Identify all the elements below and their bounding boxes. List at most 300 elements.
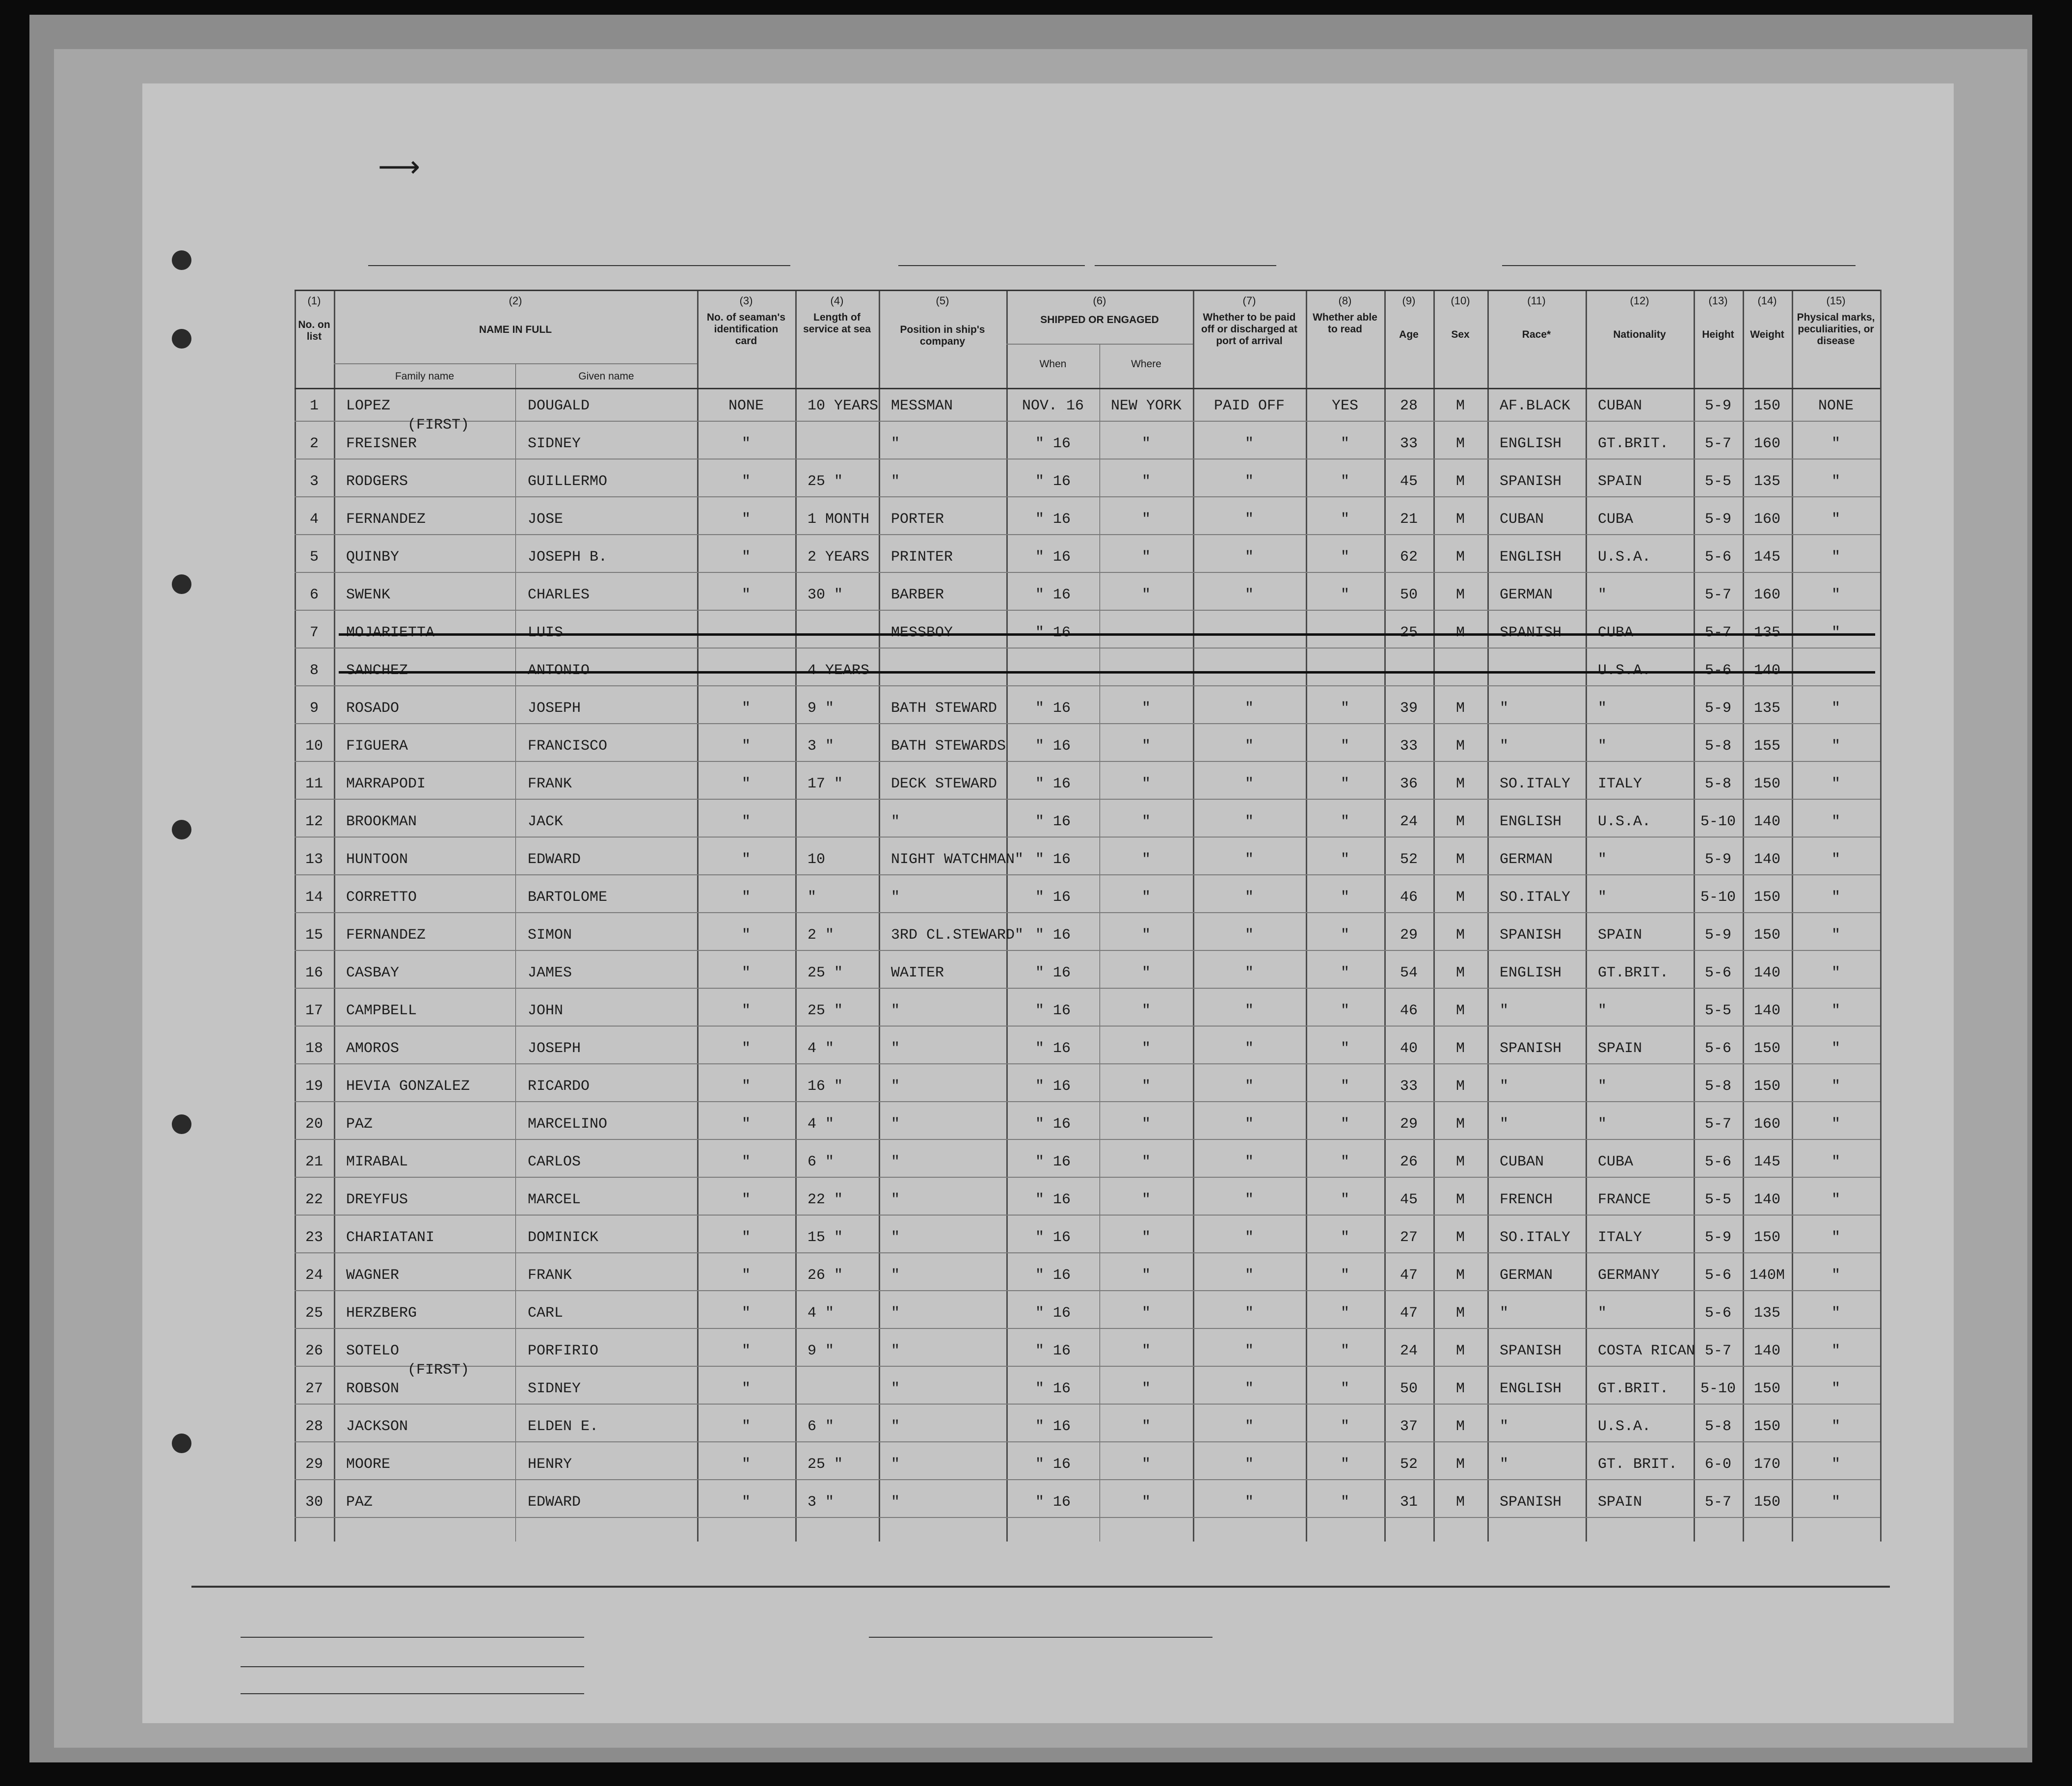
cell-card: " (741, 965, 751, 981)
row-rule (295, 912, 1880, 913)
cell-age: 50 (1399, 587, 1418, 603)
cell-weight: 140 (1753, 1191, 1780, 1208)
cell-race: CUBAN (1500, 511, 1544, 528)
cell-read: " (1340, 1380, 1349, 1397)
cell-where: " (1141, 1040, 1151, 1057)
cell-height: 5-9 (1704, 927, 1731, 944)
cell-no: 21 (305, 1154, 323, 1170)
cell-family: MIRABAL (346, 1154, 408, 1170)
cell-marks: " (1831, 1494, 1840, 1511)
cell-card: " (741, 813, 751, 830)
row-rule (295, 950, 1880, 951)
cell-sex: M (1455, 1305, 1465, 1322)
cell-nat: SPAIN (1598, 927, 1642, 944)
cell-read: " (1340, 587, 1349, 603)
cell-weight: 140 (1753, 662, 1780, 679)
cell-read: " (1340, 1305, 1349, 1322)
cell-age: 62 (1399, 549, 1418, 566)
cell-position: " (891, 1078, 900, 1095)
cell-family: WAGNER (346, 1267, 400, 1284)
cell-service: 3 " (807, 1494, 834, 1511)
cell-weight: 160 (1753, 587, 1780, 603)
cell-no: 19 (305, 1078, 323, 1095)
cell-where: " (1141, 1267, 1151, 1284)
cell-service: 26 " (807, 1267, 843, 1284)
cell-weight: 150 (1753, 1494, 1780, 1511)
cell-read: " (1340, 1494, 1349, 1511)
row-rule (295, 685, 1880, 686)
cell-when: " 16 (1035, 1267, 1071, 1284)
cell-no: 5 (309, 549, 319, 566)
cell-weight: 150 (1753, 1380, 1780, 1397)
cell-service: 10 YEARS (807, 398, 879, 414)
cell-family: LOPEZ (346, 398, 391, 414)
column-number: (13) (1708, 295, 1728, 307)
cell-card: " (741, 511, 751, 528)
cell-weight: 150 (1753, 889, 1780, 906)
cell-position: PRINTER (891, 549, 953, 566)
cell-service: 16 " (807, 1078, 843, 1095)
cell-height: 5-6 (1704, 965, 1731, 981)
cell-family: FIGUERA (346, 738, 408, 755)
cell-where: " (1141, 473, 1151, 490)
cell-weight: 150 (1753, 1418, 1780, 1435)
cell-service: 2 YEARS (807, 549, 870, 566)
cell-position: " (891, 1380, 900, 1397)
column-rule (1880, 290, 1882, 1542)
cell-read: " (1340, 1343, 1349, 1359)
cell-weight: 135 (1753, 700, 1780, 717)
cell-nat: SPAIN (1598, 1040, 1642, 1057)
cell-height: 5-7 (1704, 1343, 1731, 1359)
cell-nat: U.S.A. (1598, 662, 1651, 679)
cell-family: SOTELO (346, 1343, 400, 1359)
cell-height: 5-6 (1704, 1040, 1731, 1057)
cell-weight: 140 (1753, 1343, 1780, 1359)
cell-race: " (1500, 1002, 1509, 1019)
cell-race: " (1500, 1078, 1509, 1095)
cell-age: 45 (1399, 473, 1418, 490)
row-rule (295, 290, 1880, 291)
cell-position: " (891, 1494, 900, 1511)
cell-race: CUBAN (1500, 1154, 1544, 1170)
cell-read: " (1340, 1418, 1349, 1435)
column-number: (7) (1242, 295, 1256, 307)
cell-nat: " (1598, 889, 1607, 906)
cell-age: 36 (1399, 776, 1418, 792)
cell-card: " (741, 1078, 751, 1095)
cell-age: 50 (1399, 1380, 1418, 1397)
strike-through (339, 671, 1875, 674)
cell-age: 46 (1399, 1002, 1418, 1019)
cell-family: MARRAPODI (346, 776, 426, 792)
cell-read: YES (1331, 398, 1358, 414)
header-physical: Physical marks, peculiarities, or disease (1797, 312, 1875, 347)
cell-marks: " (1831, 1116, 1840, 1133)
cell-given: FRANK (528, 776, 572, 792)
cell-position: " (891, 889, 900, 906)
cell-where: " (1141, 776, 1151, 792)
cell-nat: GT. BRIT. (1598, 1456, 1678, 1473)
cell-given: CARL (528, 1305, 564, 1322)
cell-sex: M (1455, 473, 1465, 490)
cell-family: HEVIA GONZALEZ (346, 1078, 470, 1095)
cell-height: 5-7 (1704, 435, 1731, 452)
cell-no: 6 (309, 587, 319, 603)
cell-race: FRENCH (1500, 1191, 1553, 1208)
cell-paid: " (1244, 738, 1254, 755)
cell-service: 9 " (807, 1343, 834, 1359)
cell-where: " (1141, 1116, 1151, 1133)
cell-height: 5-8 (1704, 738, 1731, 755)
cell-card: " (741, 1418, 751, 1435)
cell-service: 25 " (807, 1456, 843, 1473)
cell-race: " (1500, 1418, 1509, 1435)
cell-age: 37 (1399, 1418, 1418, 1435)
cell-age: 24 (1399, 813, 1418, 830)
cell-height: 5-5 (1704, 473, 1731, 490)
cell-weight: 150 (1753, 1040, 1780, 1057)
cell-age: 45 (1399, 1191, 1418, 1208)
header-paid: Whether to be paid off or discharged at port of arrival (1201, 312, 1298, 347)
cell-position: " (891, 473, 900, 490)
cell-given: SIDNEY (528, 435, 581, 452)
cell-nat: GT.BRIT. (1598, 965, 1669, 981)
cell-weight: 140 (1753, 813, 1780, 830)
cell-race: SPANISH (1500, 1494, 1562, 1511)
cell-sex: M (1455, 435, 1465, 452)
cell-no: 11 (305, 776, 323, 792)
manifest-sheet (142, 83, 1954, 1723)
row-rule (295, 1215, 1880, 1216)
cell-family: HERZBERG (346, 1305, 417, 1322)
punch-hole (172, 1434, 191, 1453)
cell-weight: 155 (1753, 738, 1780, 755)
cell-age: 33 (1399, 1078, 1418, 1095)
cell-when: " 16 (1035, 624, 1071, 641)
cell-no: 3 (309, 473, 319, 490)
cell-card: " (741, 738, 751, 755)
cell-position: " (891, 1305, 900, 1322)
cell-no: 4 (309, 511, 319, 528)
cell-read: " (1340, 1229, 1349, 1246)
cell-paid: " (1244, 1002, 1254, 1019)
cell-weight: 160 (1753, 435, 1780, 452)
cell-position: MESSMAN (891, 398, 953, 414)
cell-position: BARBER (891, 587, 944, 603)
cell-read: " (1340, 1154, 1349, 1170)
header-family: Family name (395, 371, 455, 382)
cell-age: 47 (1399, 1305, 1418, 1322)
cell-age: 40 (1399, 1040, 1418, 1057)
cell-when: " 16 (1035, 1154, 1071, 1170)
cell-paid: " (1244, 587, 1254, 603)
cell-no: 8 (309, 662, 319, 679)
cell-card: " (741, 549, 751, 566)
cell-race: " (1500, 1116, 1509, 1133)
cell-sex: M (1455, 1078, 1465, 1095)
cell-where: " (1141, 813, 1151, 830)
cell-card: " (741, 1494, 751, 1511)
cell-when: " 16 (1035, 1494, 1071, 1511)
cell-read: " (1340, 1267, 1349, 1284)
cell-race: SPANISH (1500, 473, 1562, 490)
cell-when: " 16 (1035, 1229, 1071, 1246)
cell-note: (FIRST) (407, 417, 470, 433)
column-rule (1487, 290, 1489, 1542)
cell-race: AF.BLACK (1500, 398, 1571, 414)
cell-sex: M (1455, 1456, 1465, 1473)
cell-card: " (741, 1116, 751, 1133)
header-service: Length of service at sea (803, 312, 871, 335)
row-rule (1006, 344, 1193, 345)
cell-given: HENRY (528, 1456, 572, 1473)
cell-where: " (1141, 1191, 1151, 1208)
cell-given: JACK (528, 813, 564, 830)
cell-read: " (1340, 1191, 1349, 1208)
row-rule (295, 837, 1880, 838)
cell-read: " (1340, 927, 1349, 944)
cell-service: 2 " (807, 927, 834, 944)
cell-read: " (1340, 813, 1349, 830)
cell-position: " (891, 1191, 900, 1208)
header-read: Whether able to read (1313, 312, 1377, 335)
cell-marks: " (1831, 1380, 1840, 1397)
cell-family: DREYFUS (346, 1191, 408, 1208)
cell-height: 5-7 (1704, 624, 1731, 641)
cell-nat: " (1598, 1002, 1607, 1019)
cell-no: 20 (305, 1116, 323, 1133)
cell-height: 5-10 (1700, 1380, 1736, 1397)
cell-sex: M (1455, 776, 1465, 792)
cell-position: WAITER (891, 965, 944, 981)
cell-marks: " (1831, 1343, 1840, 1359)
cell-service: 15 " (807, 1229, 843, 1246)
cell-paid: " (1244, 1154, 1254, 1170)
cell-position: " (891, 1040, 900, 1057)
cell-nat: SPAIN (1598, 1494, 1642, 1511)
cell-card: " (741, 1154, 751, 1170)
cell-card: " (741, 1267, 751, 1284)
header-no: No. on list (298, 319, 330, 342)
cell-when: " 16 (1035, 965, 1071, 981)
cell-sex: M (1455, 965, 1465, 981)
cell-note: (FIRST) (407, 1362, 470, 1379)
column-number: (9) (1402, 295, 1416, 307)
cell-sex: M (1455, 1154, 1465, 1170)
cell-read: " (1340, 851, 1349, 868)
cell-card: " (741, 1456, 751, 1473)
cell-family: FERNANDEZ (346, 511, 426, 528)
cell-paid: " (1244, 1267, 1254, 1284)
cell-marks: " (1831, 1191, 1840, 1208)
cell-nat: " (1598, 851, 1607, 868)
cell-no: 27 (305, 1380, 323, 1397)
cell-paid: " (1244, 1191, 1254, 1208)
column-number: (12) (1630, 295, 1649, 307)
cell-when: " 16 (1035, 1343, 1071, 1359)
cell-marks: " (1831, 1154, 1840, 1170)
cell-sex: M (1455, 1191, 1465, 1208)
cell-no: 13 (305, 851, 323, 868)
cell-service: 3 " (807, 738, 834, 755)
cell-weight: 150 (1753, 1078, 1780, 1095)
cell-service: 25 " (807, 1002, 843, 1019)
cell-nat: U.S.A. (1598, 813, 1651, 830)
cell-where: " (1141, 435, 1151, 452)
cell-no: 14 (305, 889, 323, 906)
cell-marks: " (1831, 1040, 1840, 1057)
cell-given: GUILLERMO (528, 473, 608, 490)
cell-race: SPANISH (1500, 927, 1562, 944)
cell-paid: " (1244, 927, 1254, 944)
cell-race: " (1500, 1456, 1509, 1473)
cell-card: " (741, 435, 751, 452)
cell-where: " (1141, 549, 1151, 566)
cell-given: SIDNEY (528, 1380, 581, 1397)
cell-age: 21 (1399, 511, 1418, 528)
column-rule (515, 363, 516, 1542)
cell-when: " 16 (1035, 511, 1071, 528)
cell-given: JOSE (528, 511, 564, 528)
cell-height: 5-8 (1704, 776, 1731, 792)
cell-nat: SPAIN (1598, 473, 1642, 490)
cell-given: EDWARD (528, 851, 581, 868)
cell-position: 3RD CL.STEWARD" (891, 927, 1024, 944)
cell-where: " (1141, 889, 1151, 906)
cell-marks: " (1831, 435, 1840, 452)
cell-position: " (891, 813, 900, 830)
cell-when: " 16 (1035, 1191, 1071, 1208)
cell-nat: " (1598, 1116, 1607, 1133)
cell-weight: 170 (1753, 1456, 1780, 1473)
cell-read: " (1340, 738, 1349, 755)
cell-when: " 16 (1035, 738, 1071, 755)
row-rule (295, 723, 1880, 724)
cell-weight: 160 (1753, 511, 1780, 528)
cell-nat: GT.BRIT. (1598, 1380, 1669, 1397)
cell-nat: CUBA (1598, 624, 1634, 641)
cell-when: " 16 (1035, 1040, 1071, 1057)
cell-no: 7 (309, 624, 319, 641)
cell-given: MARCELINO (528, 1116, 608, 1133)
column-rule (1586, 290, 1587, 1542)
cell-where: " (1141, 587, 1151, 603)
cell-when: " 16 (1035, 927, 1071, 944)
crew-table (295, 290, 1880, 1542)
header-age: Age (1399, 329, 1419, 340)
cell-when: " 16 (1035, 587, 1071, 603)
cell-position: " (891, 1267, 900, 1284)
cell-read: " (1340, 700, 1349, 717)
cell-no: 15 (305, 927, 323, 944)
cell-read: " (1340, 965, 1349, 981)
punch-hole (172, 574, 191, 594)
cell-nat: CUBA (1598, 511, 1634, 528)
header-name: NAME IN FULL (479, 324, 552, 335)
header-weight: Weight (1750, 329, 1784, 340)
cell-read: " (1340, 549, 1349, 566)
column-number: (1) (307, 295, 321, 307)
cell-where: " (1141, 511, 1151, 528)
header-race: Race* (1522, 329, 1551, 340)
cell-given: DOMINICK (528, 1229, 599, 1246)
cell-sex: M (1455, 889, 1465, 906)
cell-no: 28 (305, 1418, 323, 1435)
inspector-label (869, 1637, 1212, 1640)
cell-no: 29 (305, 1456, 323, 1473)
cell-race: GERMAN (1500, 1267, 1553, 1284)
cell-read: " (1340, 1456, 1349, 1473)
cell-marks: " (1831, 1456, 1840, 1473)
cell-when: " 16 (1035, 1002, 1071, 1019)
cell-age: 54 (1399, 965, 1418, 981)
column-rule (334, 290, 335, 1542)
cell-when: " 16 (1035, 776, 1071, 792)
cell-family: RODGERS (346, 473, 408, 490)
cell-card: " (741, 889, 751, 906)
row-rule (295, 1252, 1880, 1253)
header-card: No. of seaman's identification card (706, 312, 786, 347)
cell-position: DECK STEWARD (891, 776, 997, 792)
cell-marks: " (1831, 511, 1840, 528)
cell-given: JAMES (528, 965, 572, 981)
cell-given: MARCEL (528, 1191, 581, 1208)
cell-where: " (1141, 700, 1151, 717)
cell-age: 29 (1399, 1116, 1418, 1133)
cell-family: ROSADO (346, 700, 400, 717)
cell-race: " (1500, 1305, 1509, 1322)
cell-read: " (1340, 1002, 1349, 1019)
cell-height: 5-6 (1704, 1267, 1731, 1284)
cell-nat: " (1598, 738, 1607, 755)
cell-paid: " (1244, 1343, 1254, 1359)
cell-where: " (1141, 738, 1151, 755)
cell-when: " 16 (1035, 700, 1071, 717)
punch-hole (172, 820, 191, 839)
cell-nat: U.S.A. (1598, 549, 1651, 566)
row-rule (295, 534, 1880, 535)
cell-weight: 145 (1753, 1154, 1780, 1170)
cell-weight: 135 (1753, 1305, 1780, 1322)
cell-sex: M (1455, 1040, 1465, 1057)
header-height: Height (1702, 329, 1734, 340)
cell-where: NEW YORK (1110, 398, 1182, 414)
cell-where: " (1141, 1380, 1151, 1397)
cell-nat: ITALY (1598, 776, 1642, 792)
cell-height: 5-8 (1704, 1078, 1731, 1095)
cell-sex: M (1455, 624, 1465, 641)
row-rule (295, 1479, 1880, 1480)
cell-paid: " (1244, 1078, 1254, 1095)
cell-paid: " (1244, 965, 1254, 981)
cell-marks: NONE (1818, 398, 1854, 414)
cell-marks: " (1831, 965, 1840, 981)
cell-when: " 16 (1035, 813, 1071, 830)
cell-no: 30 (305, 1494, 323, 1511)
cell-weight: 135 (1753, 624, 1780, 641)
cell-read: " (1340, 1116, 1349, 1133)
cell-sex: M (1455, 1002, 1465, 1019)
cell-no: 16 (305, 965, 323, 981)
cell-given: FRANK (528, 1267, 572, 1284)
cell-height: 5-10 (1700, 813, 1736, 830)
cell-paid: " (1244, 1305, 1254, 1322)
cell-service: 4 " (807, 1116, 834, 1133)
header-position: Position in ship's company (900, 324, 985, 347)
cell-given: CARLOS (528, 1154, 581, 1170)
row-rule (295, 572, 1880, 573)
